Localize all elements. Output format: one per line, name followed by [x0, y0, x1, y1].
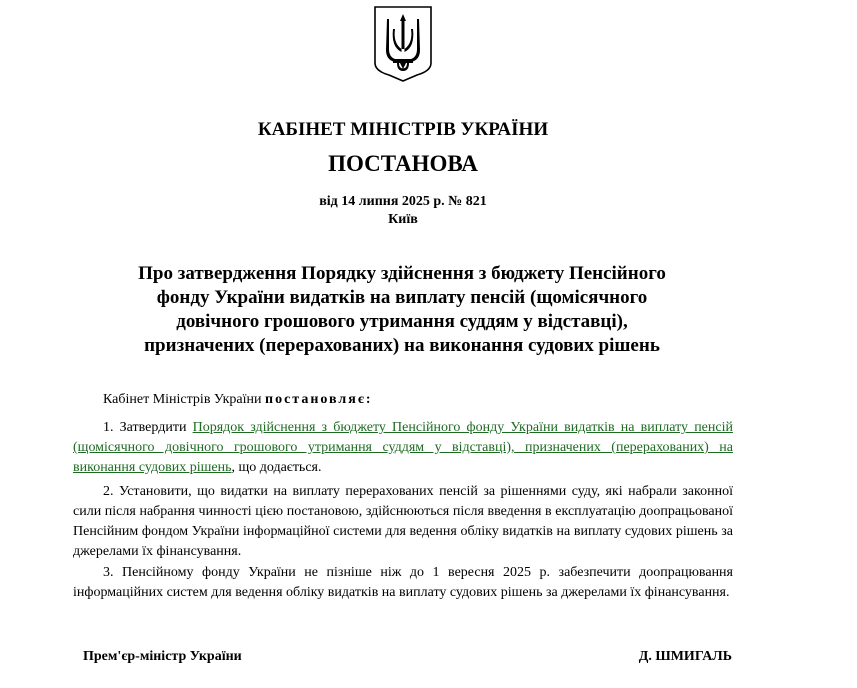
paragraph-3-text: 3. Пенсійному фонду України не пізніше ніж до 1 вересня 2025 р. забезпечити доопрацювання інформаційних систем для ведення обліку видатків на виплату судових рішень за джерелами їх фінансування.	[73, 565, 733, 600]
title-line: довічного грошового утримання суддям у відставці),	[176, 311, 628, 332]
paragraph-1-prefix: 1. Затвердити	[103, 420, 187, 435]
signatory-position: Прем'єр-міністр України	[83, 649, 242, 664]
trident-icon	[373, 5, 433, 83]
preamble-keyword: постановляє:	[265, 392, 373, 407]
paragraph-2	[73, 482, 733, 562]
coat-of-arms-emblem	[373, 5, 433, 83]
procedure-link[interactable]: Порядок здійснення з бюджету Пенсійного фонду України видатків на виплату пенсій (щомісячного довічного грошового утримання суддям у відставці), призначених (перерахованих) на виконання судових рішень	[73, 420, 733, 475]
document-type-heading: ПОСТАНОВА	[328, 151, 478, 176]
signatory-name: Д. ШМИГАЛЬ	[638, 649, 732, 664]
document-date-number: від 14 липня 2025 р. № 821	[319, 194, 487, 209]
paragraph-1-suffix: , що додається.	[231, 460, 322, 475]
title-line: призначених (перерахованих) на виконання судових рішень	[144, 335, 660, 356]
issuer-heading: КАБІНЕТ МІНІСТРІВ УКРАЇНИ	[257, 119, 549, 140]
title-line: Про затвердження Порядку здійснення з бюджету Пенсійного	[138, 263, 666, 284]
preamble-text: Кабінет Міністрів України	[103, 392, 262, 407]
paragraph-3	[73, 563, 733, 603]
paragraph-1	[73, 418, 733, 478]
document-title	[60, 262, 744, 358]
preamble-paragraph	[73, 390, 733, 410]
paragraph-2-text: 2. Установити, що видатки на виплату перерахованих пенсій за рішеннями суду, які набрали законної сили після набрання чинності цією постановою, здійснюються після введення в експлуатацію доопрацьованої Пенсійним фондом України інформаційної системи для ведення обліку видатків на виплату судових рішень за джерелами їх фінансування.	[73, 484, 733, 559]
title-line: фонду України видатків на виплату пенсій (щомісячного	[156, 287, 648, 308]
document-city: Київ	[388, 212, 418, 227]
